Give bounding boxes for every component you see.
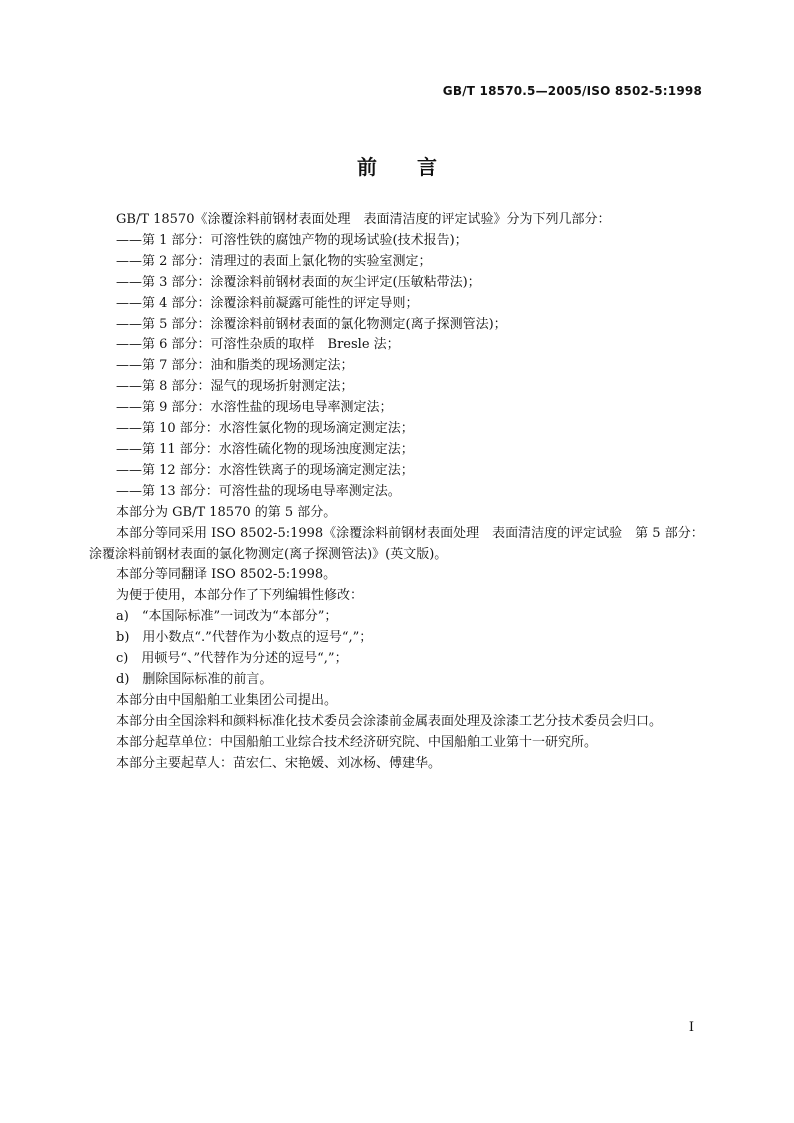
translation-statement: 本部分等同翻译 ISO 8502-5:1998。 — [116, 567, 337, 583]
drafting-units: 本部分起草单位：中国船舶工业综合技术经济研究院、中国船舶工业第十一研究所。 — [116, 734, 598, 750]
adoption-statement: 本部分等同采用 ISO 8502-5:1998《涂覆涂料前钢材表面处理 表面清洁度的评定试验 第 5 部分：涂覆涂料前钢材表面的氯化物测定(离子探测管法)》(英文版)。 — [89, 525, 704, 562]
part-statement: 本部分为 GB/T 18570 的第 5 部分。 — [116, 504, 337, 520]
edit-item: c) 用顿号“、”代替作为分述的逗号“,”； — [116, 651, 348, 667]
edit-item: d) 删除国际标准的前言。 — [116, 671, 273, 687]
part-list-item: ——第 5 部分：涂覆涂料前钢材表面的氯化物测定(离子探测管法)； — [116, 316, 507, 332]
edit-item: a) “本国际标准”一词改为“本部分”； — [116, 609, 338, 625]
drafters: 本部分主要起草人：苗宏仁、宋艳媛、刘冰杨、傅建华。 — [116, 755, 442, 771]
standard-code: GB/T 18570.5—2005/ISO 8502-5:1998 — [442, 84, 702, 98]
part-list-item: ——第 7 部分：油和脂类的现场测定法； — [116, 358, 354, 374]
part-list-item: ——第 6 部分：可溶性杂质的取样 Bresle 法； — [116, 337, 400, 353]
part-list-item: ——第 12 部分：水溶性铁离子的现场滴定测定法； — [116, 462, 414, 478]
part-list-item: ——第 10 部分：水溶性氯化物的现场滴定测定法； — [116, 421, 414, 437]
part-list-item: ——第 13 部分：可溶性盐的现场电导率测定法。 — [116, 483, 401, 499]
edits-intro: 为便于使用，本部分作了下列编辑性修改： — [116, 588, 364, 604]
part-list-item: ——第 2 部分：清理过的表面上氯化物的实验室测定； — [116, 253, 432, 269]
edit-item: b) 用小数点“.”代替作为小数点的逗号“,”； — [116, 630, 373, 646]
part-list-item: ——第 9 部分：水溶性盐的现场电导率测定法； — [116, 400, 393, 416]
page-title — [0, 151, 794, 180]
proposer-statement: 本部分由中国船舶工业集团公司提出。 — [116, 692, 338, 708]
part-list-item: ——第 11 部分：水溶性硫化物的现场浊度测定法； — [116, 441, 414, 457]
part-list-item: ——第 4 部分：涂覆涂料前凝露可能性的评定导则； — [116, 295, 419, 311]
foreword-body — [89, 210, 707, 774]
part-list-item: ——第 1 部分：可溶性铁的腐蚀产物的现场试验(技术报告)； — [116, 232, 468, 248]
part-list-item: ——第 8 部分：湿气的现场折射测定法； — [116, 379, 354, 395]
title-char-2: 言 — [417, 155, 437, 179]
page-number: I — [688, 1020, 694, 1035]
title-char-1: 前 — [357, 155, 377, 179]
committee-statement: 本部分由全国涂料和颜料标准化技术委员会涂漆前金属表面处理及涂漆工艺分技术委员会归口。 — [116, 713, 663, 729]
intro-paragraph: GB/T 18570《涂覆涂料前钢材表面处理 表面清洁度的评定试验》分为下列几部分： — [116, 212, 611, 227]
part-list-item: ——第 3 部分：涂覆涂料前钢材表面的灰尘评定(压敏粘带法)； — [116, 274, 481, 290]
